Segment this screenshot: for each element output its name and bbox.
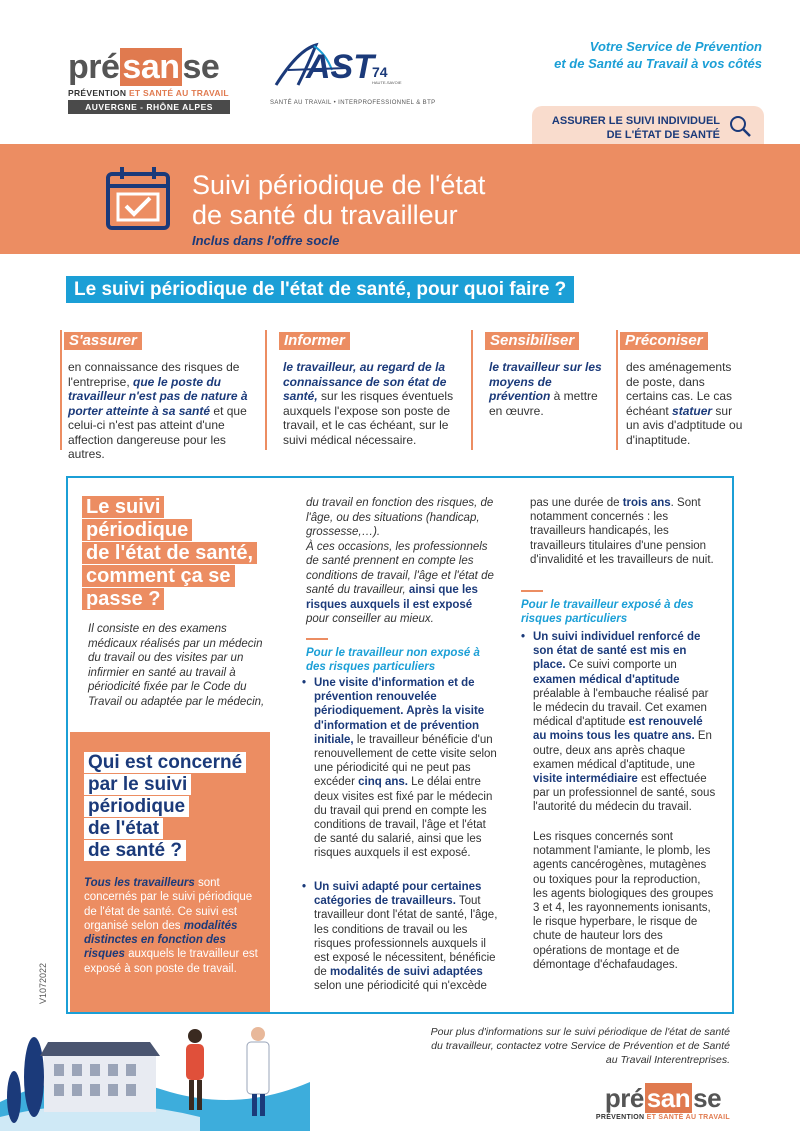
page-title: Suivi périodique de l'état de santé du travailleur — [192, 170, 486, 230]
column-informer: Informer le travailleur, au regard de la connaissance de son état de santé, sur les risques éventuels auxquels l'expose son poste de travail, et le cas échéant, sur le suivi médical nécessaire. — [279, 332, 457, 447]
footer-note: Pour plus d'informations sur le suivi périodique de l'état de santé du travailleur, contactez votre Service de Prévention et de Santé au Travail Interentreprises. — [430, 1026, 730, 1066]
risks-list: Les risques concernés sont notamment l'amiante, le plomb, les agents cancérogènes, mutagènes ou toxiques pour la reproduction, les agents biologiques des groupes 3 et 4, les rayonnements ionisants, le risque hyperbare, le risque de chute de hauteur lors des opérations de montage et de démontage d'échafaudages. — [533, 831, 714, 971]
column-divider — [265, 330, 267, 450]
column-sassurer: S'assurer en connaissance des risques de l'entreprise, que le poste du travailleur n'est pas de nature à porter atteinte à sa santé et que celui-ci n'est pas atteint d'une affection dangereuse pour les autres. — [64, 332, 254, 462]
region-label: AUVERGNE - RHÔNE ALPES — [68, 100, 230, 114]
calendar-check-icon — [104, 164, 172, 232]
title-banner — [0, 144, 800, 254]
how-intro: Il consiste en des examens médicaux réalisés par un médecin du travail ou des visites par un infirmier en santé au travail à périodicité fixée par le Code du Travail ou adaptée par le médecin, — [88, 623, 265, 708]
how-col3-top: pas une durée de trois ans. Sont notamment concernés : les travailleurs handicapés, les travailleurs titulaires d'une pension d'invalidité et les travailleurs de nuit. — [530, 497, 714, 566]
column-sensibiliser: Sensibiliser le travailleur sur les moyens de prévention à mettre en œuvre. — [485, 332, 613, 418]
question-heading: Le suivi périodique de l'état de santé, pour quoi faire ? — [66, 276, 574, 303]
presanse-logo: présanse PRÉVENTION ET SANTÉ AU TRAVAIL AUVERGNE - RHÔNE ALPES — [68, 48, 229, 112]
version-code: V1072022 — [38, 962, 48, 1004]
how-heading: Le suivi périodique de l'état de santé, comment ça se passe ? — [82, 496, 272, 611]
magnifier-icon — [728, 114, 752, 138]
presanse-footer-logo: pré san se PRÉVENTION ET SANTÉ AU TRAVAIL — [595, 1083, 730, 1121]
how-col2-intro: du travail en fonction des risques, de l'âge, ou des situations (handicap, grossesse,…). À ces occasions, les professionnels de santé prennent en compte les conditions de travail, l'âge et l'état de santé du travailleur, ainsi que les risques auxquels il est exposé pour conseiller au mieux. — [306, 497, 494, 625]
who-text: Tous les travailleurs sont concernés par le suivi périodique de l'état de santé. Ce suivi est organisé selon des modalités distinctes en fonction des risques auxquels le travailleur est exposé à son poste de travail. — [84, 877, 258, 975]
bullet-exposed: • Un suivi individuel renforcé de son état de santé est mis en place. Ce suivi comporte un examen médical d'aptitude préalable à l'embauche réalisé par le médecin du travail. Cet examen médical d'aptitude est renouvelé au moins tous les quatre ans. En outre, deux ans après chaque examen médical d'aptitude, une visite intermédiaire est effectuée par un professionnel de santé, sous l'autorité du médecin du travail. — [521, 631, 716, 814]
exposed-title: Pour le travailleur exposé à des risques particuliers — [521, 599, 694, 625]
column-preconiser: Préconiser des aménagements de poste, dans certains cas. Le cas échéant statuer sur un avis d'adptitude ou d'inaptitude. — [620, 332, 745, 447]
bullet-non-exposed-1: • Une visite d'information et de prévention renouvelée périodiquement. Après la visite d'information et de prévention initiale, le travailleur bénéficie d'un renouvellement de cette visite selon une périodicité qui ne peut pas excéder cinq ans. Le délai entre deux visites est fixé par le médecin du travail qui prend en compte les conditions de travail, l'âge et l'état de santé du salarié, ainsi que les risques auxquels il est exposé. — [302, 677, 497, 860]
section-badge: ASSURER LE SUIVI INDIVIDUEL DE L'ÉTAT DE SANTÉ — [532, 106, 764, 144]
section-dash — [306, 638, 328, 640]
ast74-logo: AST 74 HAUTE-SAVOIE SANTÉ AU TRAVAIL • INTERPROFESSIONNEL & BTP — [268, 40, 428, 112]
who-heading: Qui est concerné par le suivi périodique de l'état de santé ? — [84, 752, 264, 862]
bullet-non-exposed-2: • Un suivi adapté pour certaines catégories de travailleurs. Tout travailleur dont l'état de santé, l'âge, les conditions de travail ou les risques professionnels auxquels il est exposé le nécessitent, bénéficie de modalités de suivi adaptées selon une périodicité qui n'excède — [302, 881, 498, 993]
non-exposed-title: Pour le travailleur non exposé à des risques particuliers — [306, 647, 480, 673]
column-divider — [616, 330, 618, 450]
workplace-illustration — [0, 1022, 310, 1131]
tagline: Votre Service de Prévention et de Santé au Travail à vos côtés — [554, 39, 762, 71]
column-divider — [471, 330, 473, 450]
section-dash — [521, 590, 543, 592]
page-subtitle: Inclus dans l'offre socle — [192, 233, 340, 248]
column-divider — [60, 330, 62, 450]
